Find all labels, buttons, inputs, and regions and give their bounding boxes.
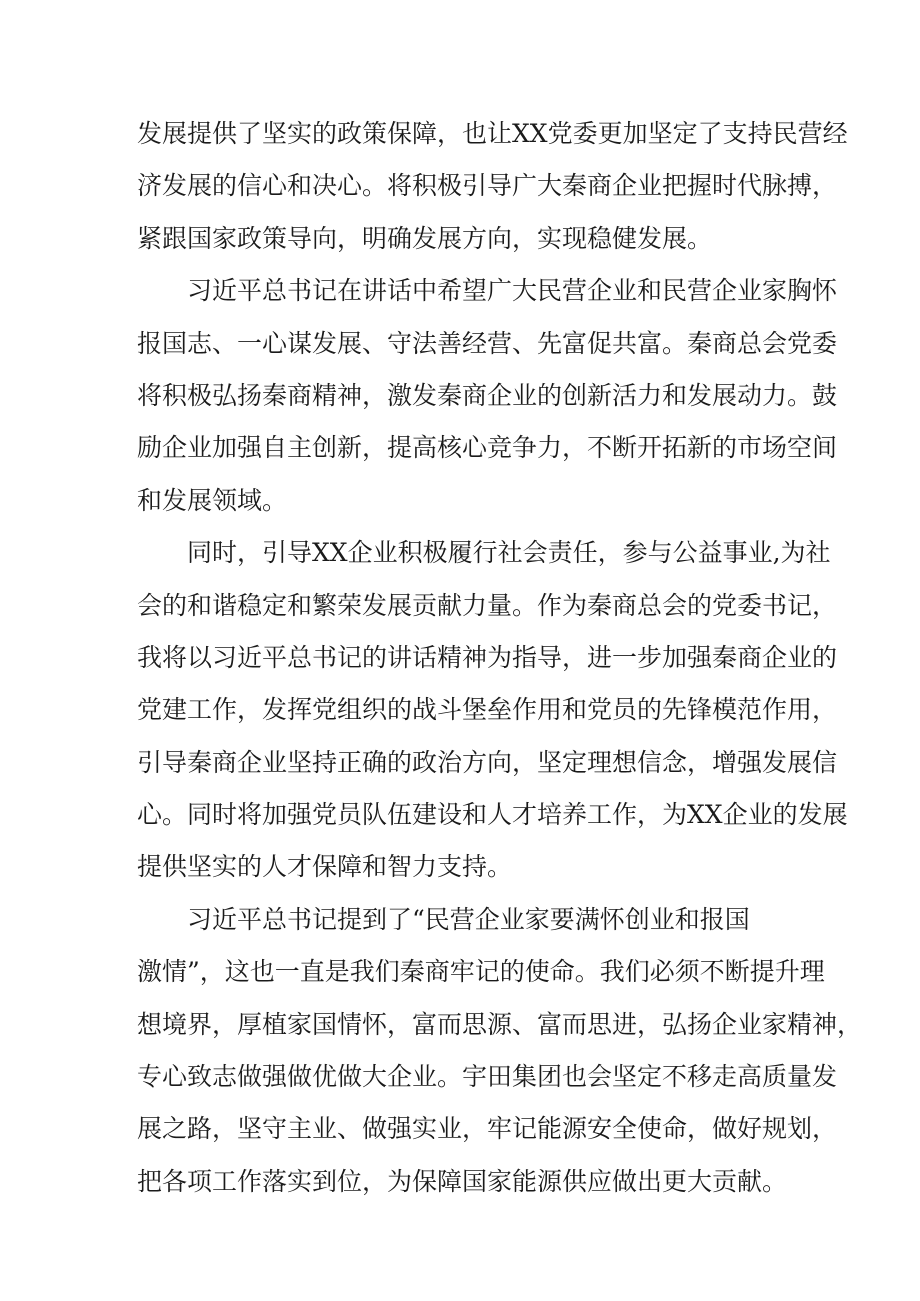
paragraph bbox=[137, 265, 838, 527]
text-line: 济发展的信心和决心。将积极引导广大秦商企业把握时代脉搏， bbox=[137, 171, 838, 201]
text-line: 展之路，坚守主业、做强实业，牢记能源安全使命，做好规划， bbox=[137, 1114, 838, 1144]
document-body bbox=[137, 108, 863, 1208]
text-line: 将积极弘扬秦商精神，激发秦商企业的创新活力和发展动力。鼓 bbox=[137, 380, 838, 410]
text-line: 励企业加强自主创新，提高核心竞争力，不断开拓新的市场空间 bbox=[137, 433, 838, 463]
text-line: 习近平总书记在讲话中希望广大民营企业和民营企业家胸怀 bbox=[187, 276, 838, 306]
paragraph bbox=[137, 108, 848, 265]
paragraph bbox=[137, 527, 848, 894]
text-line: 激情”，这也一直是我们秦商牢记的使命。我们必须不断提升理 bbox=[137, 957, 825, 987]
text-line: 会的和谐稳定和繁荣发展贡献力量。作为秦商总会的党委书记， bbox=[137, 590, 838, 620]
text-line: 想境界，厚植家国情怀，富而思源、富而思进，弘扬企业家精神， bbox=[137, 1009, 863, 1039]
text-line: 引导秦商企业坚持正确的政治方向，坚定理想信念，增强发展信 bbox=[137, 747, 838, 777]
text-line: 报国志、一心谋发展、守法善经营、先富促共富。秦商总会党委 bbox=[137, 328, 838, 358]
text-line: 和发展领域。 bbox=[137, 485, 288, 515]
text-line: 把各项工作落实到位，为保障国家能源供应做出更大贡献。 bbox=[137, 1166, 788, 1196]
text-line: 紧跟国家政策导向，明确发展方向，实现稳健发展。 bbox=[137, 223, 713, 253]
text-line: 提供坚实的人才保障和智力支持。 bbox=[137, 852, 513, 882]
text-line: 专心致志做强做优做大企业。宇田集团也会坚定不移走高质量发 bbox=[137, 1062, 838, 1092]
text-line: 习近平总书记提到了“民营企业家要满怀创业和报国 bbox=[187, 904, 750, 934]
text-line: 党建工作，发挥党组织的战斗堡垒作用和党员的先锋模范作用， bbox=[137, 695, 838, 725]
paragraph bbox=[137, 894, 863, 1208]
text-line: 我将以习近平总书记的讲话精神为指导，进一步加强秦商企业的 bbox=[137, 642, 838, 672]
text-line: 发展提供了坚实的政策保障，也让XX党委更加坚定了支持民营经 bbox=[137, 119, 848, 148]
text-line: 心。同时将加强党员队伍建设和人才培养工作，为XX企业的发展 bbox=[137, 800, 848, 830]
text-line: 同时，引导XX企业积极履行社会责任，参与公益事业,为社 bbox=[187, 538, 831, 568]
